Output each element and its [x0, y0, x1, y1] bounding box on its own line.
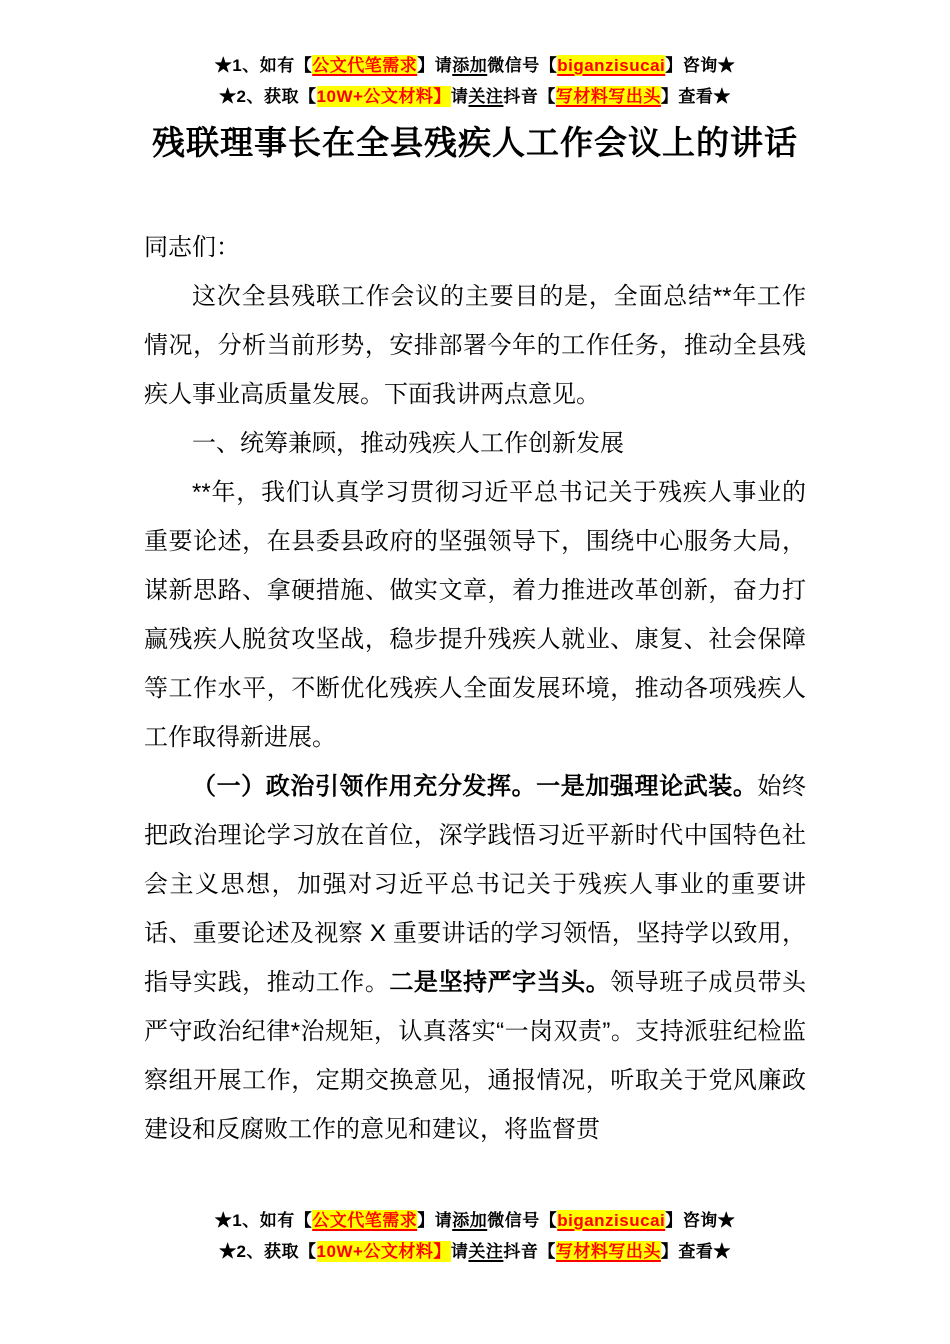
- promo-segment: biganzisucai: [557, 1211, 666, 1230]
- promo-line: [0, 81, 950, 112]
- promo-segment: 】查看★: [660, 1242, 731, 1261]
- promo-segment: 】咨询★: [665, 56, 736, 75]
- promo-segment: 写材料写出头: [555, 87, 661, 106]
- promo-segment: 】请: [417, 56, 453, 75]
- paragraph: [144, 223, 806, 272]
- text-run: 一、统筹兼顾，推动残疾人工作创新发展: [192, 430, 624, 457]
- promo-segment: 】咨询★: [665, 1211, 736, 1230]
- document-body: [0, 223, 950, 1154]
- text-run: 同志们：: [144, 234, 240, 261]
- promo-segment: ★1、如有【: [214, 56, 313, 75]
- paragraph: [144, 468, 806, 762]
- paragraph: [144, 419, 806, 468]
- promo-segment: 】请: [417, 1211, 453, 1230]
- paragraph: [144, 272, 806, 419]
- promo-segment: ★2、获取【: [219, 87, 317, 106]
- text-run: 始终把政治理论学习放在首位，深学践悟习近平新时代中国特色社会主义思想，加强对习近平总书记关于残疾人事业的重要讲话、重要论述及视察 X 重要讲话的学习领悟，坚持学以致用，指导实践，推动工作。: [144, 773, 807, 996]
- promo-segment: 添加: [452, 56, 488, 75]
- text-run: 这次全县残联工作会议的主要目的是，全面总结**年工作情况，分析当前形势，安排部署今年的工作任务，推动全县残疾人事业高质量发展。下面我讲两点意见。: [144, 283, 806, 408]
- promo-segment: 请: [450, 1242, 469, 1261]
- promo-segment: 关注: [468, 1242, 504, 1261]
- promo-segment: 抖音【: [503, 87, 556, 106]
- promo-segment: 微信号【: [487, 1211, 558, 1230]
- promo-segment: 10W+公文材料】: [316, 87, 451, 106]
- promo-segment: 抖音【: [503, 1242, 556, 1261]
- promo-segment: 添加: [452, 1211, 488, 1230]
- promo-segment: ★2、获取【: [219, 1242, 317, 1261]
- text-run: **年，我们认真学习贯彻习近平总书记关于残疾人事业的重要论述，在县委县政府的坚强领导下，围绕中心服务大局，谋新思路、拿硬措施、做实文章，着力推进改革创新，奋力打赢残疾人脱贫攻坚战，稳步提升残疾人就业、康复、社会保障等工作水平，不断优化残疾人全面发展环境，推动各项残疾人工作取得新进展。: [144, 479, 806, 751]
- promo-line: [0, 1205, 950, 1236]
- promo-segment: 10W+公文材料】: [316, 1242, 451, 1261]
- promo-footer: [0, 1205, 950, 1267]
- promo-segment: 写材料写出头: [555, 1242, 661, 1261]
- promo-segment: biganzisucai: [557, 56, 666, 75]
- text-run-bold: 二是坚持严字当头。: [389, 969, 611, 996]
- promo-segment: ★1、如有【: [214, 1211, 313, 1230]
- paragraph: [144, 762, 806, 1154]
- text-run: 领导班子成员带头严守政治纪律*治规矩，认真落实“一岗双责”。支持派驻纪检监察组开展工作，定期交换意见，通报情况，听取关于党风廉政建设和反腐败工作的意见和建议，将监督贯: [144, 969, 807, 1143]
- promo-segment: 公文代笔需求: [312, 1211, 418, 1230]
- promo-segment: 公文代笔需求: [312, 56, 418, 75]
- promo-segment: 微信号【: [487, 56, 558, 75]
- promo-line: [0, 1236, 950, 1267]
- promo-segment: 】查看★: [660, 87, 731, 106]
- promo-segment: 请: [450, 87, 469, 106]
- promo-header: [0, 0, 950, 112]
- promo-line: [0, 50, 950, 81]
- document-title: 残联理事长在全县残疾人工作会议上的讲话: [152, 124, 798, 161]
- text-run-bold: （一）政治引领作用充分发挥。一是加强理论武装。: [192, 773, 758, 800]
- promo-segment: 关注: [468, 87, 504, 106]
